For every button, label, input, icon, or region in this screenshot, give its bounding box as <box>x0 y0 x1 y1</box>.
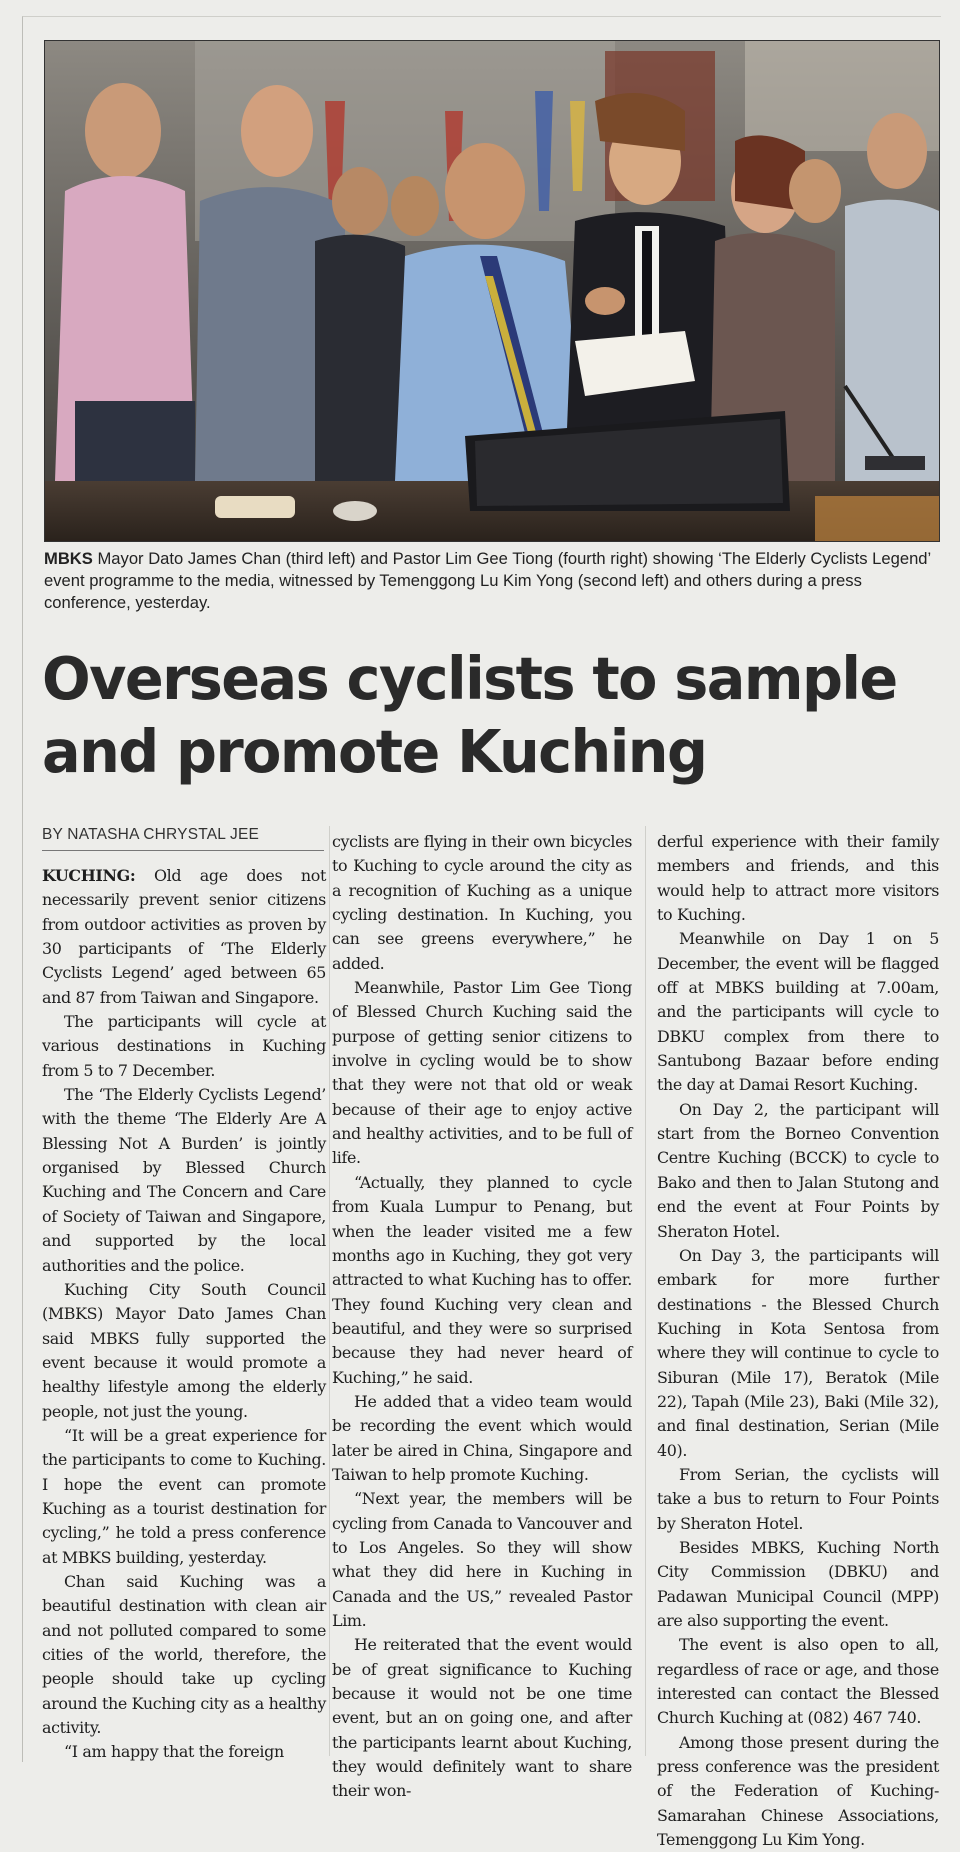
press-conference-photo <box>44 40 940 542</box>
paragraph: derful experience with their family members and friends, and this would help to attract more visitors to Kuching. <box>657 832 939 925</box>
caption-lead: MBKS <box>44 549 93 568</box>
headline-line-1: Overseas cyclists to sample <box>42 644 897 713</box>
paragraph: From Serian, the cyclists will take a bus to return to Four Points by Sheraton Hotel. <box>657 1464 939 1533</box>
article-column-1 <box>42 864 326 1765</box>
paragraph: “I am happy that the foreign <box>64 1742 284 1762</box>
paragraph: The event is also open to all, regardless of race or age, and those interested can contact the Blessed Church Kuching at (082) 467 740. <box>657 1635 939 1728</box>
paragraph: “Next year, the members will be cycling from Canada to Vancouver and to Los Angeles. So they will show what they did here in Kuching in Canada and the US,” revealed Pastor Lim. <box>332 1489 632 1630</box>
paragraph: On Day 3, the participants will embark for more further destinations - the Blessed Church Kuching in Kota Sentosa from where they will continue to cycle to Siburan (Mile 17), Beratok (Mile 22), Tapah (Mile 23), Baki (Mile 32), and final destination, Serian (Mile 40). <box>657 1245 939 1460</box>
paragraph: KUCHING: Old age does not necessarily prevent senior citizens from outdoor activities as proven by 30 participants of ‘The Elderly Cyclists Legend’ aged between 65 and 87 from Taiwan and Singapore. <box>42 866 326 1007</box>
article-column-3 <box>657 830 939 1852</box>
paragraph: On Day 2, the participant will start from the Borneo Convention Centre Kuching (BCCK) to cycle to Bako and then to Jalan Stutong and end the event at Four Points by Sheraton Hotel. <box>657 1099 939 1241</box>
byline: BY NATASHA CHRYSTAL JEE <box>42 826 324 851</box>
paragraph: Besides MBKS, Kuching North City Commission (DBKU) and Padawan Municipal Council (MPP) are also supporting the event. <box>657 1537 939 1630</box>
dateline: KUCHING: <box>42 866 136 885</box>
column-divider <box>645 826 646 1756</box>
paragraph: He added that a video team would be recording the event which would later be aired in China, Singapore and Taiwan to help promote Kuching. <box>332 1391 632 1484</box>
caption-text: Mayor Dato James Chan (third left) and Pastor Lim Gee Tiong (fourth right) showing ‘The Elderly Cyclists Legend’ event programme to the media, witnessed by Temenggong Lu Kim Yong (second left) and others during a press conference, yesterday. <box>44 549 931 612</box>
headline <box>42 642 915 788</box>
headline-line-2: and promote Kuching <box>42 717 707 786</box>
paragraph: Among those present during the press conference was the president of the Federation of Kuching-Samarahan Chinese Associations, Temenggong Lu Kim Yong. <box>657 1732 939 1850</box>
paragraph: cyclists are flying in their own bicycles to Kuching to cycle around the city as a recognition of Kuching as a unique cycling destination. In Kuching, you can see greens everywhere,” he added. <box>332 832 632 973</box>
article-column-2 <box>332 830 632 1804</box>
photo-caption <box>44 548 936 614</box>
paragraph: The ‘The Elderly Cyclists Legend’ with the theme ‘The Elderly Are A Blessing Not A Burden’ is jointly organised by Blessed Church Kuching and The Concern and Care of Society of Taiwan and Singapore, and supported by the local authorities and the police. <box>42 1085 326 1275</box>
paragraph: Meanwhile on Day 1 on 5 December, the event will be flagged off at MBKS building at 7.00am, and the participants will cycle to DBKU complex from there to Santubong Bazaar before ending the day at Damai Resort Kuching. <box>657 929 939 1095</box>
paragraph: “Actually, they planned to cycle from Kuala Lumpur to Penang, but when the leader visited me a few months ago in Kuching, they got very attracted to what Kuching has to offer. They found Kuching very clean and beautiful, and they were so surprised because they had never heard of Kuching,” he said. <box>332 1172 632 1387</box>
paragraph: He reiterated that the event would be of great significance to Kuching because it would not be one time event, but an on going one, and after the participants learnt about Kuching, they would definitely want to share their won- <box>332 1635 632 1801</box>
paragraph: Chan said Kuching was a beautiful destination with clean air and not polluted compared to some cities of the world, therefore, the people should take up cycling around the Kuching city as a healthy activity. <box>42 1571 326 1738</box>
paragraph: Kuching City South Council (MBKS) Mayor Dato James Chan said MBKS fully supported the event because it would promote a healthy lifestyle among the elderly people, not just the young. <box>42 1279 326 1421</box>
column-divider <box>329 826 330 1756</box>
paragraph: Meanwhile, Pastor Lim Gee Tiong of Blessed Church Kuching said the purpose of getting senior citizens to involve in cycling would be to show that they were not that old or weak because of their age to enjoy active and healthy activities, and to be full of life. <box>332 978 632 1168</box>
paragraph: The participants will cycle at various destinations in Kuching from 5 to 7 December. <box>42 1012 326 1080</box>
paragraph: “It will be a great experience for the participants to come to Kuching. I hope the event can promote Kuching as a tourist destination for cycling,” he told a press conference at MBKS building, yesterday. <box>42 1425 326 1567</box>
